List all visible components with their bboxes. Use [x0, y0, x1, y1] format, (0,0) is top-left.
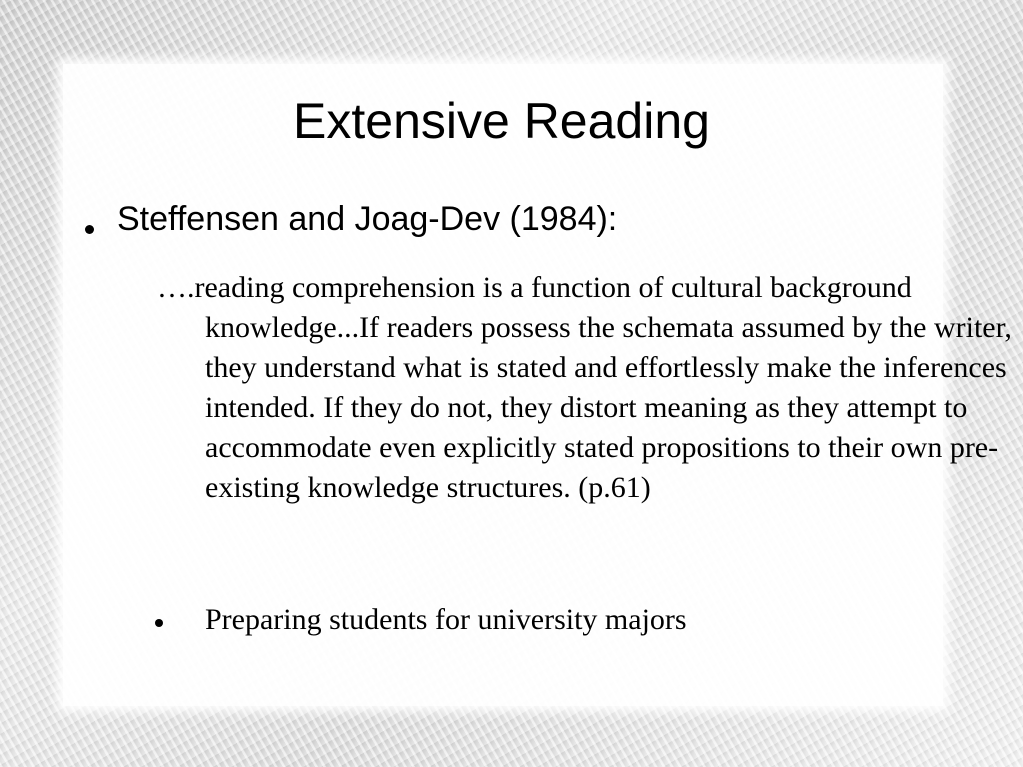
slide-title: Extensive Reading: [293, 93, 710, 149]
bullet-text: Steffensen and Joag-Dev (1984):: [117, 200, 618, 238]
bullet-dot-icon: [85, 225, 94, 234]
bullet-text: Preparing students for university majors: [205, 603, 687, 636]
quote-text: ….reading comprehension is a function of cultural background knowledge...If readers possess the schemata assumed by the writer, they understand what is stated and effortlessly make the inferences intended. If they do not, they distort meaning as they attempt to accommodate even explicitly stated propositions to their own pre-existing knowledge structures. (p.61): [157, 271, 1012, 504]
bullet-dot-icon: [155, 619, 163, 627]
